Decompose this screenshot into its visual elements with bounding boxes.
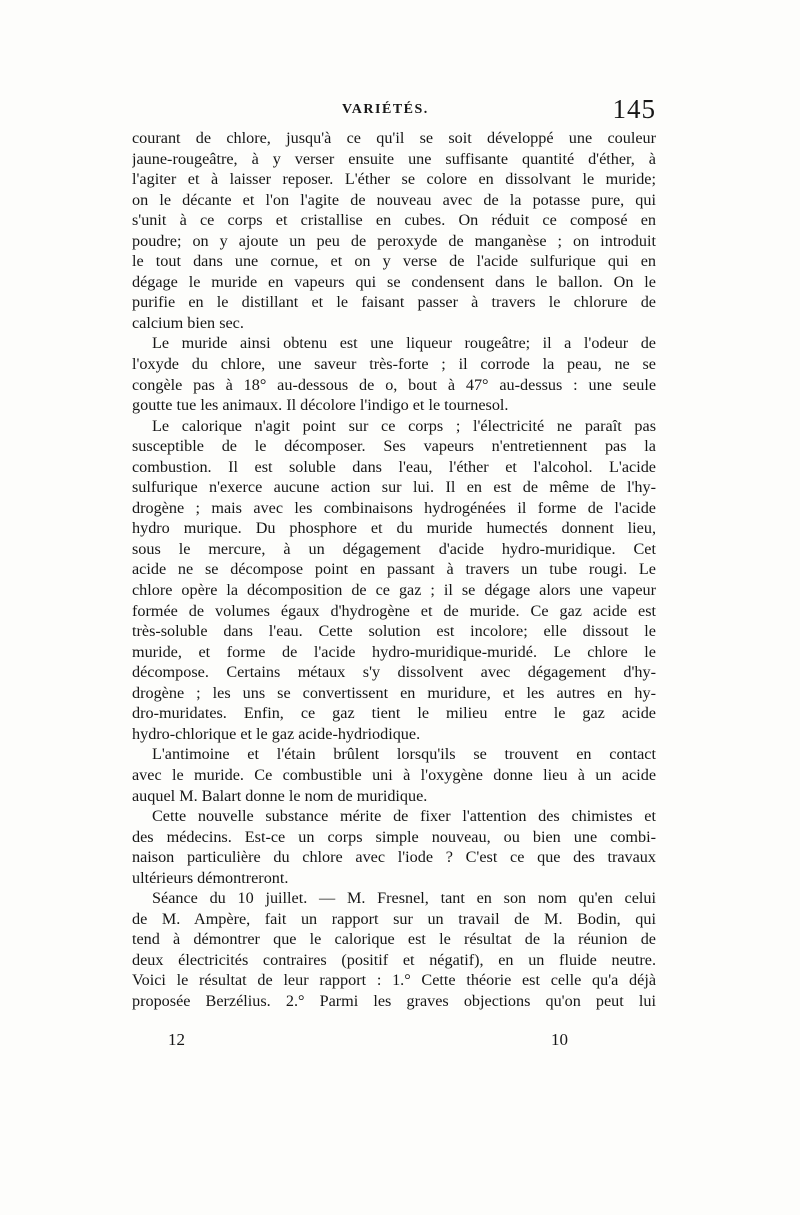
text-line: très-soluble dans l'eau. Cette solution est incolore; elle dissout le: [132, 622, 656, 641]
paragraph: [132, 333, 656, 415]
text-line: acide ne se décompose point en passant à travers un tube rougi. Le: [132, 560, 656, 579]
running-title: VARIÉTÉS.: [342, 102, 429, 117]
page-number: 145: [612, 94, 656, 124]
text-line: courant de chlore, jusqu'à ce qu'il se soit développé une couleur: [132, 129, 656, 147]
text-line: auquel M. Balart donne le nom de muridique.: [132, 786, 428, 805]
text-line: Le calorique n'agit point sur ce corps ; l'électricité ne paraît pas: [152, 416, 656, 435]
text-line: ultérieurs démontreront.: [132, 868, 289, 887]
text-line: proposée Berzélius. 2.° Parmi les graves objections qu'on peut lui: [132, 991, 656, 1010]
text-line: deux électricités contraires (positif et négatif), en un fluide neutre.: [132, 950, 656, 969]
text-line: drogène ; les uns se convertissent en muridure, et les autres en hy-: [132, 683, 656, 702]
paragraph: [132, 416, 656, 745]
text-line: l'oxyde du chlore, une saveur très-forte ; il corrode la peau, ne se: [132, 355, 656, 374]
paragraph: [132, 888, 656, 1011]
text-line: susceptible de le décomposer. Ses vapeurs n'entretiennent pas la: [132, 437, 656, 456]
text-line: poudre; on y ajoute un peu de peroxyde de manganèse ; on introduit: [132, 231, 656, 250]
text-line: goutte tue les animaux. Il décolore l'indigo et le tournesol.: [132, 396, 509, 415]
paragraph: [132, 806, 656, 888]
text-line: dro-muridates. Enfin, ce gaz tient le milieu entre le gaz acide: [132, 704, 656, 723]
text-line: congèle pas à 18° au-dessous de o, bout à 47° au-dessus : une seule: [132, 375, 656, 394]
text-line: tend à démontrer que le calorique est le résultat de la réunion de: [132, 930, 656, 949]
text-line: Voici le résultat de leur rapport : 1.° Cette théorie est celle qu'a déjà: [132, 971, 656, 990]
text-line: le tout dans une cornue, et on y verse de l'acide sulfurique qui en: [132, 252, 656, 271]
text-line: muride, et forme de l'acide hydro-muridique-muridé. Le chlore le: [132, 642, 656, 661]
text-line: avec le muride. Ce combustible uni à l'oxygène donne lieu à un acide: [132, 765, 656, 784]
page-header: [132, 96, 656, 126]
text-line: de M. Ampère, fait un rapport sur un travail de M. Bodin, qui: [132, 909, 656, 928]
text-line: l'agiter et à laisser reposer. L'éther se colore en dissolvant le muride;: [132, 170, 656, 189]
text-line: naison particulière du chlore avec l'iode ? C'est ce que des travaux: [132, 848, 656, 867]
signature-mark: 12: [168, 1030, 185, 1049]
text-line: calcium bien sec.: [132, 313, 244, 332]
text-line: Séance du 10 juillet. — M. Fresnel, tant en son nom qu'en celui: [152, 889, 656, 908]
text-line: des médecins. Est-ce un corps simple nouveau, ou bien une combi-: [132, 827, 656, 846]
page-footer: [168, 1030, 608, 1056]
text-line: drogène ; mais avec les combinaisons hydrogénées il forme de l'acide: [132, 498, 656, 517]
text-line: jaune-rougeâtre, à y verser ensuite une suffisante quantité d'éther, à: [132, 149, 656, 168]
text-line: hydro murique. Du phosphore et du muride humectés donnent lieu,: [132, 519, 656, 538]
text-line: L'antimoine et l'étain brûlent lorsqu'ils se trouvent en contact: [152, 745, 656, 764]
text-line: combustion. Il est soluble dans l'eau, l'éther et l'alcohol. L'acide: [132, 457, 656, 476]
text-line: s'unit à ce corps et cristallise en cubes. On réduit ce composé en: [132, 211, 656, 230]
paragraph: [132, 744, 656, 806]
text-line: hydro-chlorique et le gaz acide-hydriodique.: [132, 724, 421, 743]
body-text: [132, 128, 656, 1012]
text-line: on le décante et l'on l'agite de nouveau avec de la potasse pure, qui: [132, 190, 656, 209]
text-line: chlore opère la décomposition de ce gaz ; il se dégage alors une vapeur: [132, 581, 656, 600]
text-line: Le muride ainsi obtenu est une liqueur rougeâtre; il a l'odeur de: [152, 334, 656, 353]
text-line: purifie en le distillant et le faisant passer à travers le chlorure de: [132, 293, 656, 312]
text-line: sulfurique n'exerce aucune action sur lui. Il en est de même de l'hy-: [132, 478, 656, 497]
text-line: formée de volumes égaux d'hydrogène et de muride. Ce gaz acide est: [132, 601, 656, 620]
text-line: Cette nouvelle substance mérite de fixer l'attention des chimistes et: [152, 807, 656, 826]
paragraph: [132, 128, 656, 333]
text-line: dégage le muride en vapeurs qui se condensent dans le ballon. On le: [132, 272, 656, 291]
text-line: sous le mercure, à un dégagement d'acide hydro-muridique. Cet: [132, 539, 656, 558]
text-line: décompose. Certains métaux s'y dissolvent avec dégagement d'hy-: [132, 663, 656, 682]
sheet-number: 10: [551, 1030, 568, 1049]
